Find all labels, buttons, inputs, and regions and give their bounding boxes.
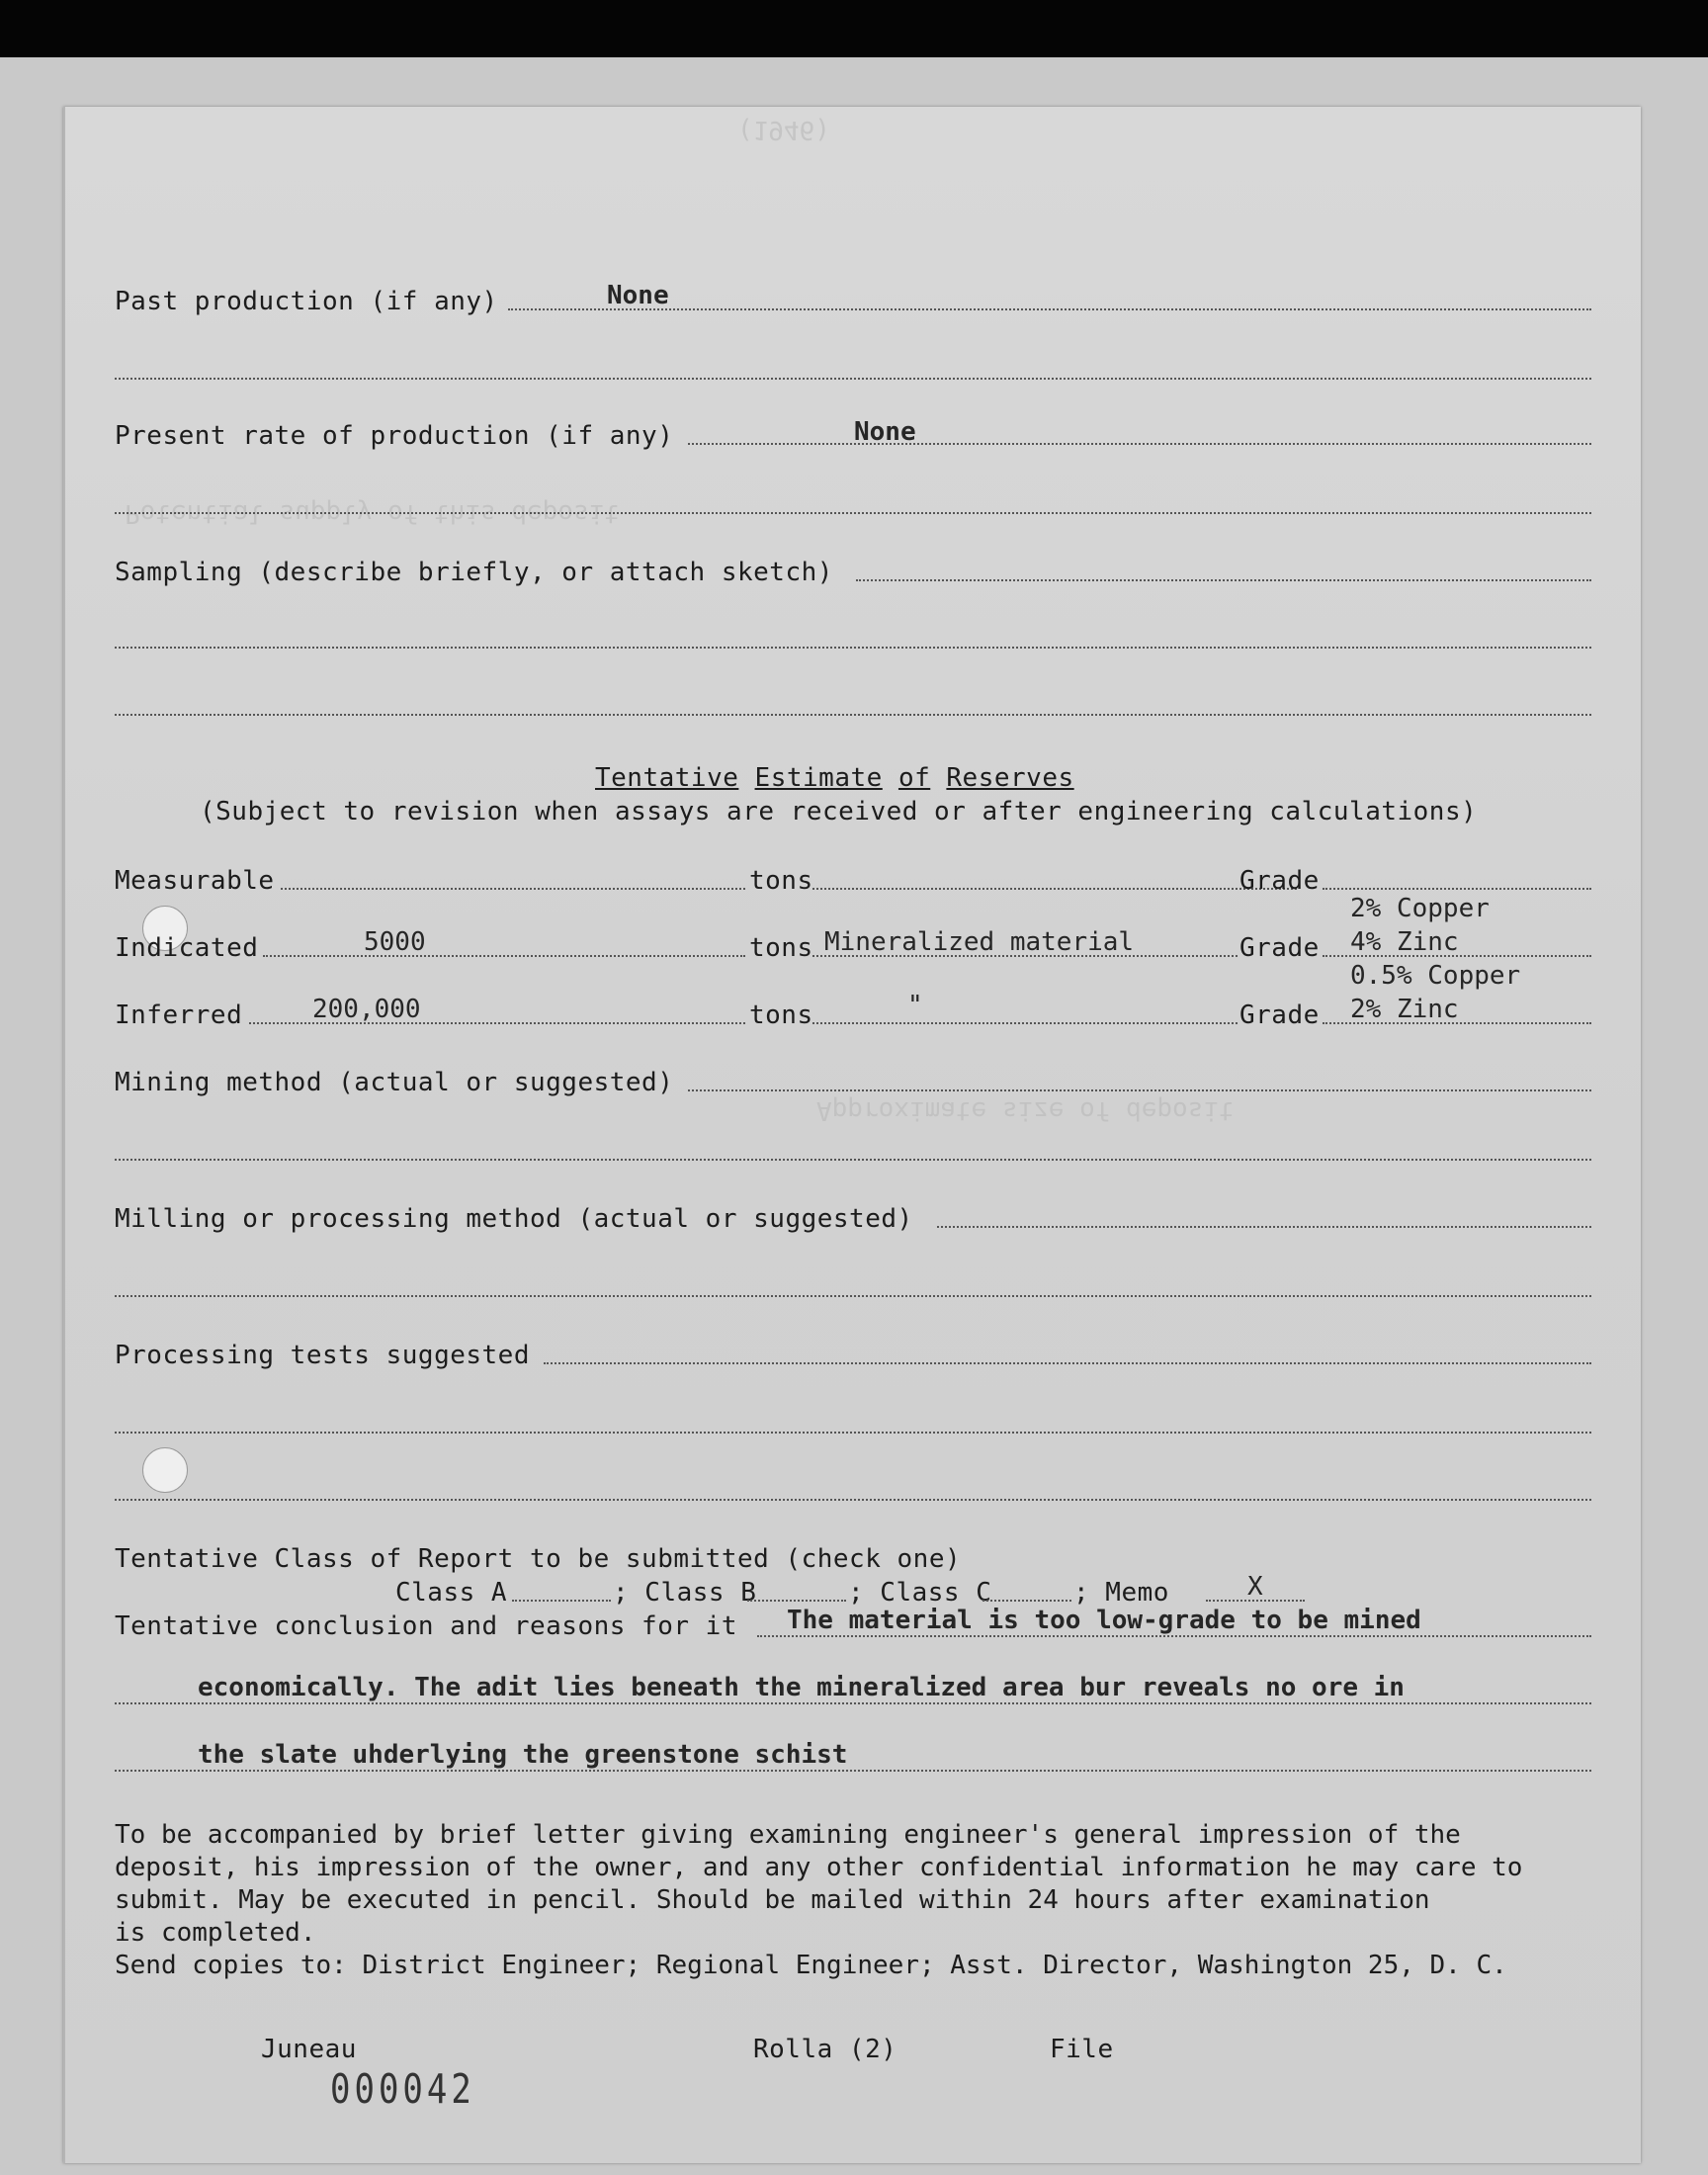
reserves-title-word: Reserves: [946, 763, 1074, 793]
instructions-line: is completed.: [115, 1918, 316, 1948]
conclusion-text-2: economically. The adit lies beneath the mineralized area bur reveals no ore in: [198, 1673, 1405, 1702]
processing-tests-label: Processing tests suggested: [115, 1341, 530, 1370]
milling-line: [937, 1226, 1591, 1228]
instructions-line: deposit, his impression of the owner, and any other confidential information he may care to: [115, 1853, 1523, 1882]
indicated-material-value: Mineralized material: [824, 927, 1135, 957]
instructions-paragraph: [115, 1819, 1597, 1982]
conclusion-text-3: the slate uhderlying the greenstone schist: [198, 1740, 848, 1770]
present-rate-line: [688, 443, 1591, 445]
measurable-material-line: [812, 888, 1297, 890]
destination-juneau: Juneau: [261, 2035, 357, 2064]
blank-line: [115, 714, 1591, 716]
bleed-through-text: (1946): [737, 115, 830, 144]
measurable-label: Measurable: [115, 866, 275, 896]
class-a-line: [512, 1600, 611, 1602]
mining-method-line: [688, 1089, 1591, 1091]
reserves-subtitle: (Subject to revision when assays are received or after engineering calculations): [200, 797, 1478, 826]
measurable-grade-line: [1323, 888, 1591, 890]
indicated-grade-label: Grade: [1239, 933, 1320, 963]
page-number-stamp: 000042: [330, 2066, 475, 2114]
send-copies-line: Send copies to: District Engineer; Regional Engineer; Asst. Director, Washington 25, D. C.: [115, 1951, 1507, 1980]
class-c-label: ; Class C: [848, 1578, 992, 1608]
conclusion-line-2: [115, 1702, 1591, 1704]
blank-line: [115, 512, 1591, 514]
past-production-line: [508, 308, 1591, 310]
inferred-grade-value-2: 2% Zinc: [1350, 995, 1459, 1024]
measurable-tons-label: tons: [749, 866, 813, 896]
indicated-grade-value-2: 4% Zinc: [1350, 927, 1459, 957]
memo-mark: X: [1247, 1572, 1263, 1602]
bleed-through-text: Potential supply of this deposit: [125, 498, 620, 528]
blank-line: [115, 378, 1591, 380]
class-a-label: Class A: [395, 1578, 508, 1608]
measurable-tons-line: [281, 888, 745, 890]
processing-tests-line: [544, 1362, 1591, 1364]
past-production-value: None: [607, 281, 669, 310]
instructions-line: submit. May be executed in pencil. Should be mailed within 24 hours after examination: [115, 1885, 1430, 1915]
class-b-line: [747, 1600, 846, 1602]
measurable-grade-label: Grade: [1239, 866, 1320, 896]
indicated-tons-line: [263, 955, 745, 957]
indicated-tons-value: 5000: [364, 927, 426, 957]
reserves-title-word: Tentative: [595, 763, 739, 793]
destination-file: File: [1050, 2035, 1114, 2064]
past-production-label: Past production (if any): [115, 287, 498, 316]
indicated-tons-label: tons: [749, 933, 813, 963]
blank-line: [115, 1295, 1591, 1297]
inferred-label: Inferred: [115, 1000, 243, 1030]
reserves-title-word: Estimate: [754, 763, 883, 793]
milling-label: Milling or processing method (actual or suggested): [115, 1204, 913, 1234]
blank-line: [115, 1159, 1591, 1161]
scanner-black-border: [0, 0, 1708, 57]
blank-line: [115, 1499, 1591, 1501]
punch-hole: [142, 1447, 188, 1493]
inferred-material-value: ": [907, 991, 923, 1020]
bleed-through-text: Approximate size of deposit: [816, 1095, 1235, 1125]
mining-method-label: Mining method (actual or suggested): [115, 1068, 674, 1097]
sampling-label: Sampling (describe briefly, or attach sketch): [115, 558, 833, 587]
conclusion-text-1: The material is too low-grade to be mined: [787, 1606, 1421, 1635]
instructions-line: To be accompanied by brief letter giving examining engineer's general impression of the: [115, 1820, 1461, 1850]
blank-line: [115, 647, 1591, 649]
indicated-label: Indicated: [115, 933, 259, 963]
inferred-grade-label: Grade: [1239, 1000, 1320, 1030]
present-rate-value: None: [854, 417, 916, 447]
memo-label: ; Memo: [1073, 1578, 1169, 1608]
destination-rolla: Rolla (2): [753, 2035, 897, 2064]
class-c-line: [982, 1600, 1071, 1602]
inferred-material-line: [812, 1022, 1238, 1024]
inferred-grade-value-1: 0.5% Copper: [1350, 961, 1521, 991]
sampling-line: [856, 579, 1591, 581]
form-page: [63, 107, 1641, 2163]
blank-line: [115, 1432, 1591, 1434]
inferred-tons-value: 200,000: [312, 995, 421, 1024]
class-b-label: ; Class B: [613, 1578, 757, 1608]
conclusion-line-1: [757, 1635, 1591, 1637]
indicated-grade-value-1: 2% Copper: [1350, 894, 1490, 923]
conclusion-line-3: [115, 1770, 1591, 1772]
present-rate-label: Present rate of production (if any): [115, 421, 674, 451]
inferred-tons-label: tons: [749, 1000, 813, 1030]
conclusion-label: Tentative conclusion and reasons for it: [115, 1611, 737, 1641]
reserves-title-word: of: [897, 763, 931, 793]
reserves-title: [595, 763, 1074, 793]
class-report-label: Tentative Class of Report to be submitted (check one): [115, 1544, 962, 1574]
